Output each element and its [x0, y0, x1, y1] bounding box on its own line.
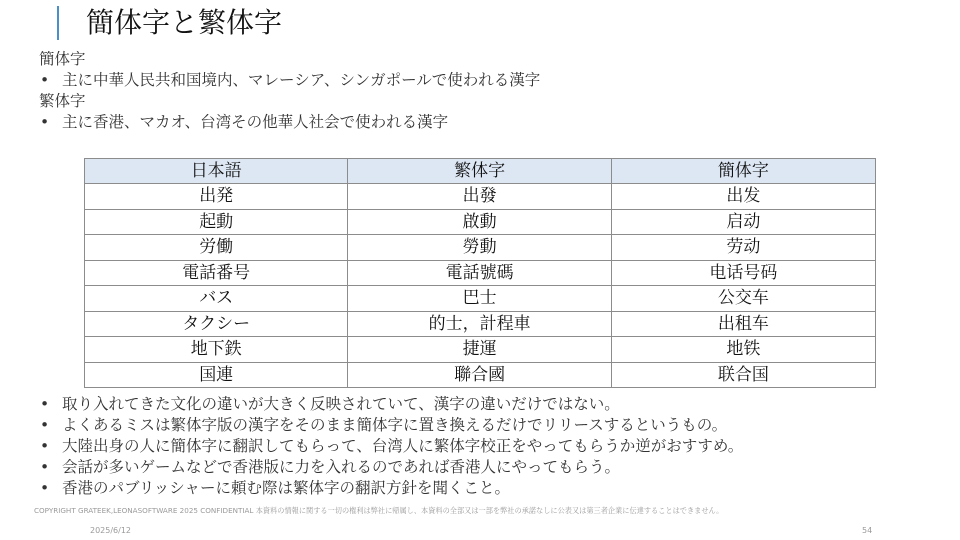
table-cell: 巴士	[348, 286, 611, 312]
table-row	[85, 337, 876, 363]
table-cell: 地下鉄	[85, 337, 348, 363]
table-cell: 電話番号	[85, 260, 348, 286]
title-accent-bar	[57, 6, 59, 40]
table-cell: 电话号码	[611, 260, 875, 286]
simplified-heading: 簡体字	[39, 50, 86, 68]
table-cell: 出発	[85, 184, 348, 210]
table-cell: バス	[85, 286, 348, 312]
note-text: 取り入れてきた文化の違いが大きく反映されていて、漢字の違いだけではない。	[62, 395, 620, 413]
notes-list	[39, 394, 743, 499]
table-cell: 啟動	[348, 209, 611, 235]
table-cell: 启动	[611, 209, 875, 235]
bullet-icon: •	[40, 395, 50, 413]
table-cell: 出發	[348, 184, 611, 210]
table-cell: 出租车	[611, 311, 875, 337]
list-item	[39, 394, 743, 415]
bullet-icon: •	[40, 437, 50, 455]
traditional-description	[39, 112, 540, 133]
list-item	[39, 457, 743, 478]
table-cell: 联合国	[611, 362, 875, 388]
table-cell: タクシー	[85, 311, 348, 337]
table-cell: 国連	[85, 362, 348, 388]
page-number: 54	[862, 526, 873, 535]
slide-title: 簡体字と繁体字	[86, 6, 283, 39]
note-text: 会話が多いゲームなどで香港版に力を入れるのであれば香港人にやってもらう。	[62, 458, 621, 476]
column-header-traditional: 繁体字	[348, 159, 611, 184]
traditional-heading: 繁体字	[39, 92, 86, 110]
simplified-description	[39, 70, 540, 91]
copyright-notice: COPYRIGHT GRATEEK,LEONASOFTWARE 2025 CONFIDENTIAL 本資料の情報に関する一切の権利は弊社に帰属し、本資料の全部又は一部を弊社の承諾なしに公表又は第三者企業に伝達することはできません。	[34, 506, 724, 515]
table-cell: 出发	[611, 184, 875, 210]
footer-date: 2025/6/12	[90, 526, 132, 535]
intro-section	[39, 49, 540, 133]
traditional-text: 主に香港、マカオ、台湾その他華人社会で使われる漢字	[62, 113, 449, 131]
bullet-icon: •	[40, 458, 50, 476]
table-cell: 電話號碼	[348, 260, 611, 286]
table-cell: 地铁	[611, 337, 875, 363]
table-row	[85, 184, 876, 210]
column-header-simplified: 簡体字	[611, 159, 875, 184]
table-cell: 勞動	[348, 235, 611, 261]
bullet-icon: •	[40, 416, 50, 434]
table-row	[85, 209, 876, 235]
note-text: よくあるミスは繁体字版の漢字をそのまま簡体字に置き換えるだけでリリースするというもの。	[62, 416, 728, 434]
column-header-japanese: 日本語	[85, 159, 348, 184]
table-row	[85, 311, 876, 337]
list-item	[39, 415, 743, 436]
table-cell: 捷運	[348, 337, 611, 363]
note-text: 香港のパブリッシャーに頼む際は繁体字の翻訳方針を聞くこと。	[62, 479, 510, 497]
simplified-text: 主に中華人民共和国境内、マレーシア、シンガポールで使われる漢字	[62, 71, 541, 89]
table-cell: 労働	[85, 235, 348, 261]
list-item	[39, 436, 743, 457]
table-cell: 的士，計程車	[348, 311, 611, 337]
comparison-table	[84, 158, 876, 388]
table-cell: 劳动	[611, 235, 875, 261]
bullet-icon: •	[40, 113, 50, 131]
table-row	[85, 235, 876, 261]
table-row	[85, 260, 876, 286]
table-row	[85, 286, 876, 312]
table-header-row	[85, 159, 876, 184]
bullet-icon: •	[40, 479, 50, 497]
bullet-icon: •	[40, 71, 50, 89]
table-cell: 聯合國	[348, 362, 611, 388]
table-cell: 起動	[85, 209, 348, 235]
list-item	[39, 478, 743, 499]
table-row	[85, 362, 876, 388]
note-text: 大陸出身の人に簡体字に翻訳してもらって、台湾人に繁体字校正をやってもらうか逆がおすすめ。	[62, 437, 744, 455]
table-cell: 公交车	[611, 286, 875, 312]
